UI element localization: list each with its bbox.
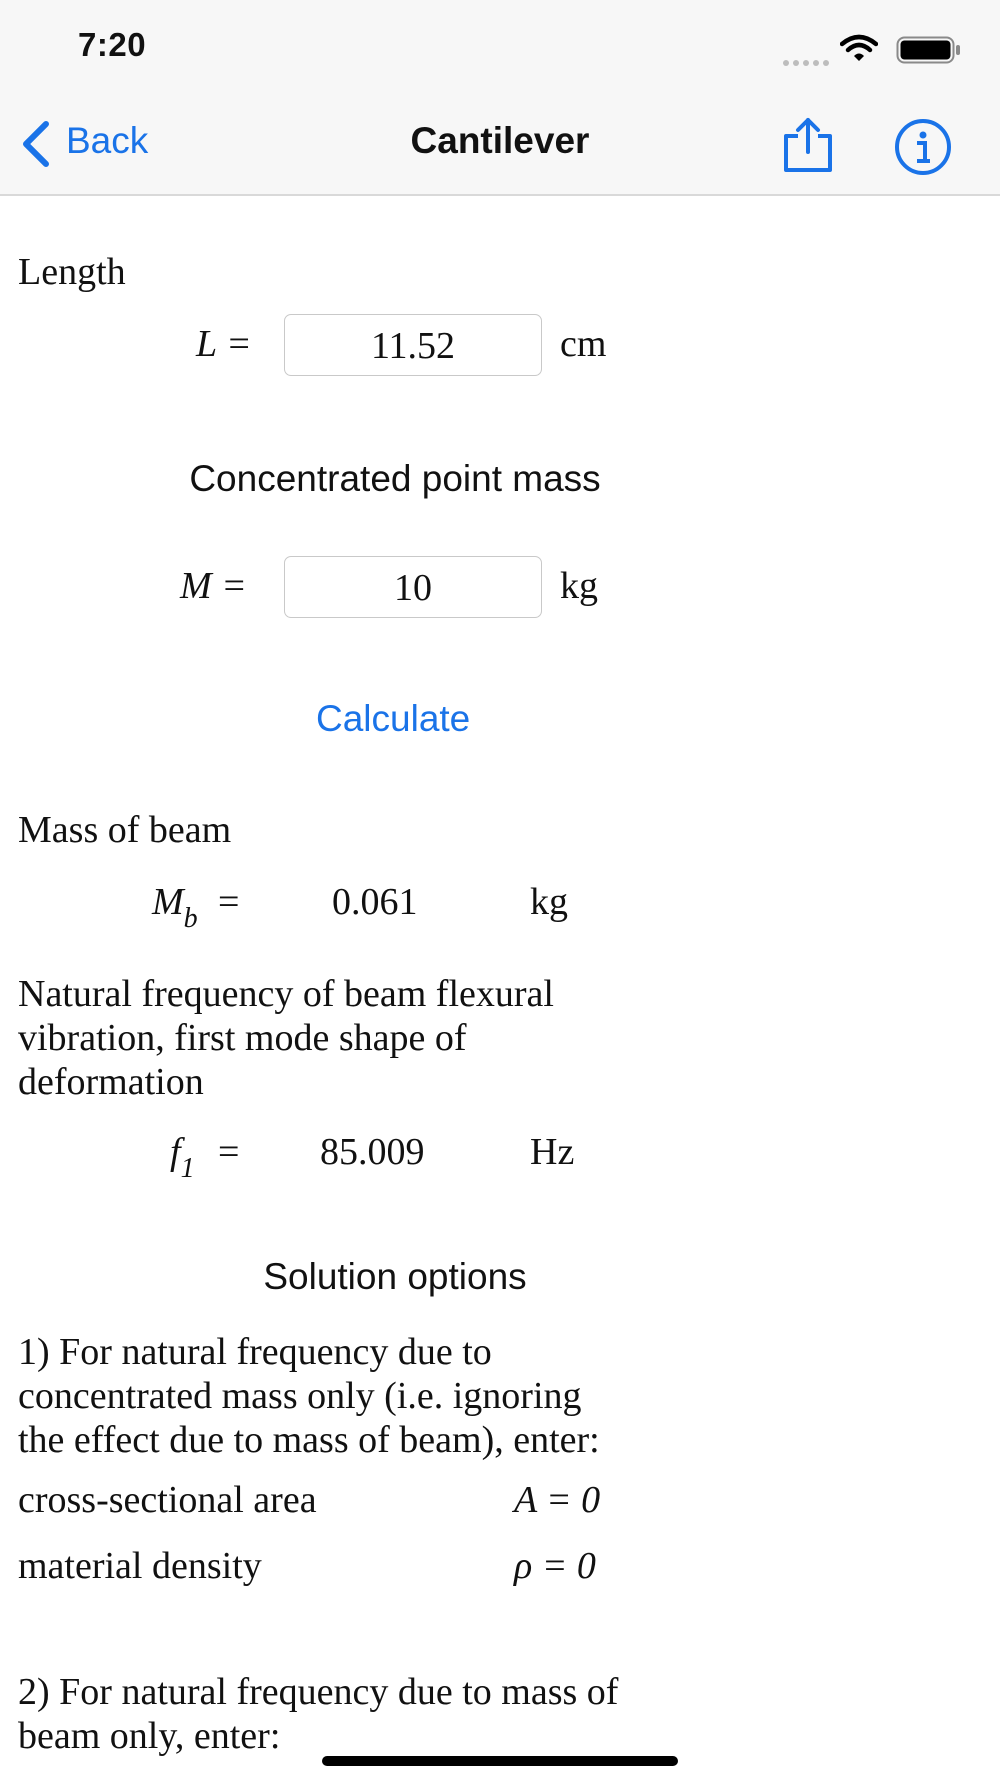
length-unit: cm	[560, 323, 607, 365]
option1-line2: concentrated mass only (i.e. ignoring	[18, 1375, 582, 1417]
wifi-icon	[840, 34, 878, 67]
beam-mass-symbol-main: M	[152, 881, 184, 923]
option1-line1: 1) For natural frequency due to	[18, 1331, 492, 1373]
frequency-equals: =	[218, 1131, 240, 1173]
share-button[interactable]	[780, 116, 836, 174]
frequency-heading-line1: Natural frequency of beam flexural	[18, 973, 554, 1015]
page-title: Cantilever	[410, 120, 590, 161]
frequency-symbol	[170, 1130, 195, 1184]
point-mass-symbol: M =	[180, 565, 247, 607]
area-equation: A = 0	[514, 1479, 601, 1521]
option2-line1: 2) For natural frequency due to mass of	[18, 1671, 619, 1713]
frequency-symbol-main: f	[170, 1131, 181, 1173]
frequency-heading-line2: vibration, first mode shape of	[18, 1017, 467, 1059]
frequency-heading-line3: deformation	[18, 1061, 204, 1103]
solution-option-1	[18, 1330, 600, 1462]
beam-mass-equals: =	[218, 881, 240, 923]
frequency-heading	[18, 972, 554, 1104]
beam-mass-unit: kg	[530, 881, 568, 923]
frequency-symbol-sub: 1	[180, 1152, 195, 1184]
solution-heading: Solution options	[263, 1256, 527, 1297]
solution-option-2	[18, 1670, 618, 1758]
back-label[interactable]: Back	[66, 120, 149, 161]
point-mass-heading: Concentrated point mass	[189, 458, 601, 499]
frequency-unit: Hz	[530, 1131, 575, 1173]
share-icon	[780, 116, 836, 174]
option1-line3: the effect due to mass of beam), enter:	[18, 1419, 600, 1461]
info-button[interactable]	[894, 118, 952, 176]
density-label: material density	[18, 1545, 262, 1587]
beam-mass-symbol	[152, 880, 198, 934]
beam-mass-heading: Mass of beam	[18, 809, 232, 851]
length-symbol: L =	[196, 323, 252, 365]
signal-icon	[782, 54, 832, 62]
option2-line2: beam only, enter:	[18, 1715, 281, 1757]
beam-mass-symbol-sub: b	[183, 902, 198, 934]
density-equation: ρ = 0	[514, 1545, 596, 1587]
beam-mass-value: 0.061	[332, 881, 418, 923]
area-label: cross-sectional area	[18, 1479, 317, 1521]
frequency-value: 85.009	[320, 1131, 425, 1173]
length-heading: Length	[18, 251, 126, 293]
battery-icon	[896, 36, 962, 69]
length-input[interactable]: 11.52	[284, 314, 542, 376]
point-mass-unit: kg	[560, 565, 598, 607]
calculate-button[interactable]: Calculate	[316, 698, 471, 739]
navigation-bar	[0, 0, 1000, 196]
info-icon	[894, 118, 952, 176]
status-time: 7:20	[78, 26, 147, 63]
home-indicator	[322, 1756, 678, 1766]
point-mass-input[interactable]: 10	[284, 556, 542, 618]
